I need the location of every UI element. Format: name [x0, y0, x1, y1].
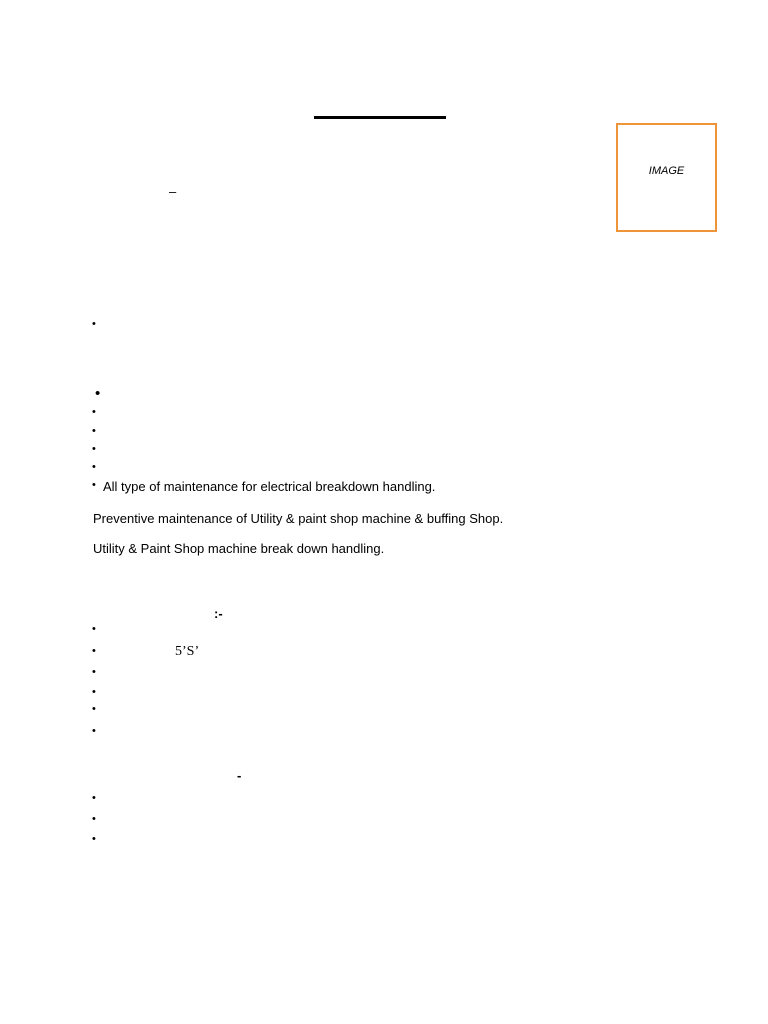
five-s-item: 5’S’	[175, 644, 200, 659]
bullet-marker: •	[92, 833, 96, 845]
bullet-marker: •	[92, 406, 96, 418]
bullet-marker: •	[92, 725, 96, 737]
bullet-marker: •	[92, 813, 96, 825]
bullet-marker: •	[92, 623, 96, 635]
bullet-marker: •	[92, 686, 96, 698]
bullet-marker: •	[92, 443, 96, 455]
bullet-marker: •	[92, 479, 96, 491]
maintenance-paragraph: Utility & Paint Shop machine break down handling.	[93, 541, 385, 556]
maintenance-paragraph: Preventive maintenance of Utility & paint shop machine & buffing Shop.	[93, 511, 504, 526]
bullet-marker: •	[92, 703, 96, 715]
photo-placeholder	[616, 123, 717, 232]
section-heading-suffix: :-	[214, 606, 223, 621]
bullet-marker: •	[92, 792, 96, 804]
image-placeholder-label: IMAGE	[648, 165, 685, 177]
bullet-marker: •	[92, 666, 96, 678]
bullet-marker: •	[92, 318, 96, 330]
title-underline	[314, 116, 446, 119]
bullet-marker: •	[92, 645, 96, 657]
bullet-marker: •	[92, 425, 96, 437]
bullet-marker: •	[95, 385, 101, 402]
maintenance-line: All type of maintenance for electrical breakdown handling.	[103, 479, 436, 494]
section-heading-suffix: -	[237, 768, 242, 783]
bullet-marker: •	[92, 461, 96, 473]
header-dash: –	[169, 184, 177, 199]
